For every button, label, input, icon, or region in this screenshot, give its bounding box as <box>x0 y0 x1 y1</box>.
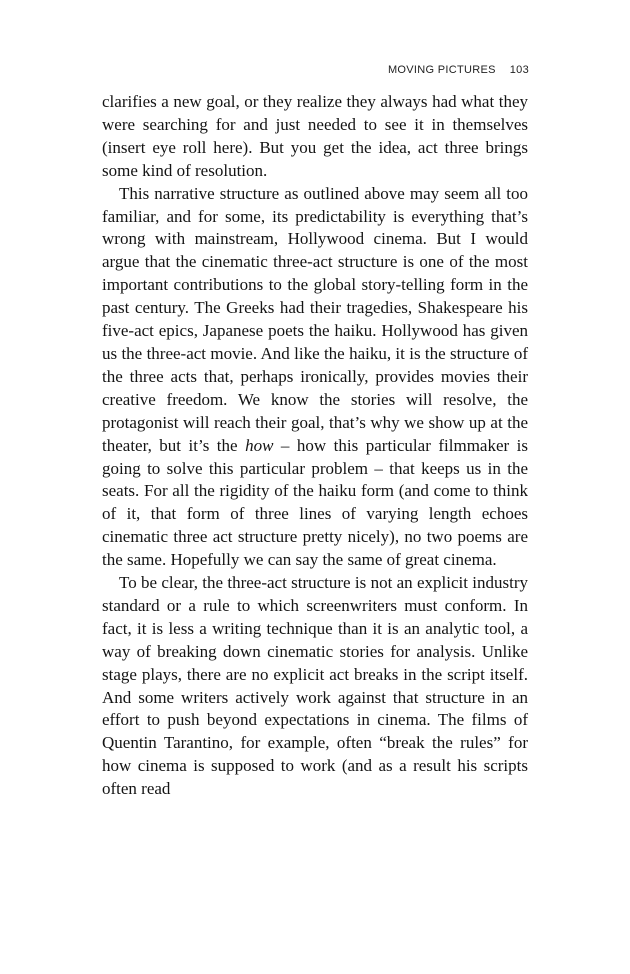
body-text <box>102 91 528 801</box>
running-header <box>388 64 529 76</box>
paragraph-three-act-structure <box>102 183 528 572</box>
page-number: 103 <box>509 64 529 76</box>
running-title: MOVING PICTURES <box>387 64 496 76</box>
paragraph-continuation: clarifies a new goal, or they realize they always had what they were searching for and just needed to see it in themselves (insert eye roll here). But you get the idea, act three brings some kind of resolution. <box>102 92 528 180</box>
paragraph-text-part: – how this particular filmmaker is going to solve this particular problem – that keeps us in the seats. For all the rigidity of the haiku form (and come to think of it, that form of three lines of varying length echoes cinematic three act structure pretty nicely), no two poems are the same. Hopefully we can say the same of great cinema. <box>102 435 528 570</box>
paragraph-text-part: This narrative structure as outlined above may seem all too familiar, and for some, its predictability is everything that’s wrong with mainstream, Hollywood cinema. But I would argue that the cinematic three-act structure is one of the most important contributions to the global story-telling form in the past century. The Greeks had their tragedies, Shakespeare his five-act epics, Japanese poets the haiku. Hollywood has given us the three-act movie. And like the haiku, it is the structure of the three acts that, perhaps ironically, provides movies their creative freedom. We know the stories will resolve, the protagonist will reach their goal, that’s why we show up at the theater, but it’s the <box>102 183 528 455</box>
paragraph-industry-standard: To be clear, the three-act structure is not an explicit industry standard or a rule to which screenwriters must conform. In fact, it is less a writing technique than it is an analytic tool, a way of breaking down cinematic stories for analysis. Unlike stage plays, there are no explicit act breaks in the script itself. And some writers actively work against that structure in an effort to push beyond expectations in cinema. The films of Quentin Tarantino, for example, often “break the rules” for how cinema is supposed to work (and as a result his scripts often read <box>102 573 528 799</box>
emphasis-how: how <box>245 435 274 455</box>
